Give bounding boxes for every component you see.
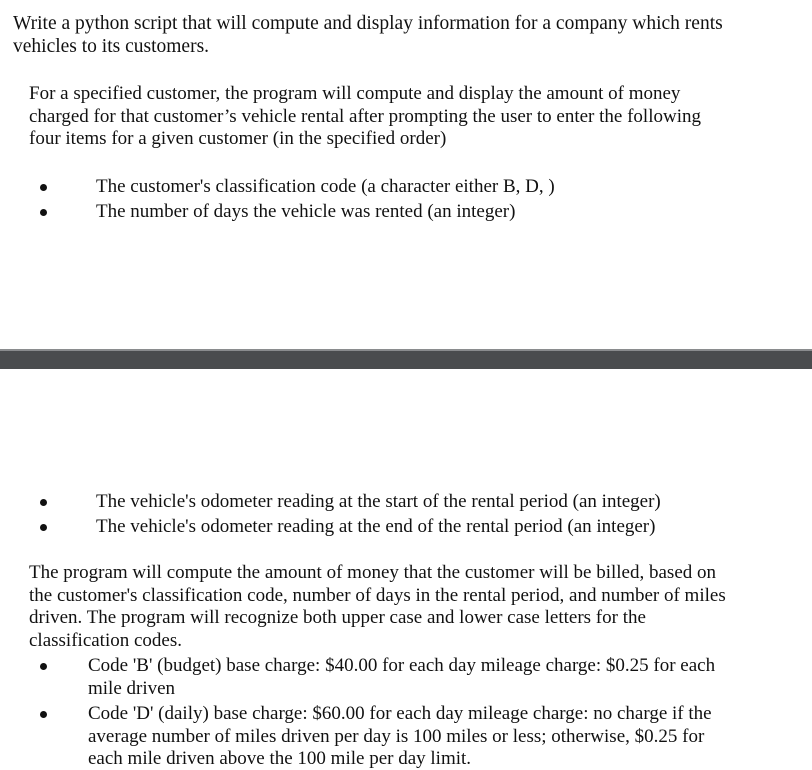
bullet-dot-icon: [40, 663, 47, 670]
intro-paragraph: [13, 12, 803, 58]
bullet-dot-icon: [40, 209, 47, 216]
bullet-dot-icon: [40, 499, 47, 506]
code-d-line-1: Code 'D' (daily) base charge: $60.00 for each day mileage charge: no charge if the: [88, 703, 712, 724]
code-d-item: [88, 703, 768, 770]
instructions-paragraph: [29, 83, 799, 151]
intro-line-2: vehicles to its customers.: [13, 36, 210, 57]
bullet-dot-icon: [40, 524, 47, 531]
code-b-line-2: mile driven: [88, 677, 176, 699]
code-b-line-1: Code 'B' (budget) base charge: $40.00 for each day mileage charge: $0.25 for each: [88, 655, 716, 676]
list-item: [0, 200, 812, 224]
billing-line-2: the customer's classification code, number of days in the rental period, and number of miles: [29, 584, 726, 606]
input-item-text: The number of days the vehicle was rented (an integer): [96, 201, 516, 222]
bullet-dot-icon: [40, 711, 47, 718]
billing-line-1: The program will compute the amount of money that the customer will be billed, based on: [29, 562, 716, 583]
list-item: [0, 175, 812, 199]
billing-line-4: classification codes.: [29, 629, 183, 651]
bullet-dot-icon: [40, 184, 47, 191]
input-item-text: The customer's classification code (a character either B, D, ): [96, 176, 555, 197]
page-break-divider: [0, 351, 812, 369]
list-item: [0, 515, 812, 539]
input-item-text: The vehicle's odometer reading at the end of the rental period (an integer): [96, 516, 656, 537]
instructions-line-3: four items for a given customer (in the specified order): [29, 128, 447, 149]
list-item: [0, 490, 812, 514]
code-d-line-3: each mile driven above the 100 mile per day limit.: [88, 748, 472, 769]
code-d-line-2: average number of miles driven per day is 100 miles or less; otherwise, $0.25 for: [88, 725, 705, 747]
code-b-item: [88, 655, 768, 700]
input-item-text: The vehicle's odometer reading at the start of the rental period (an integer): [96, 491, 661, 512]
instructions-line-1: For a specified customer, the program will compute and display the amount of money: [29, 83, 681, 104]
billing-line-3: driven. The program will recognize both upper case and lower case letters for the: [29, 607, 646, 628]
intro-line-1: Write a python script that will compute and display information for a company which rents: [13, 13, 723, 34]
instructions-line-2: charged for that customer’s vehicle rental after prompting the user to enter the following: [29, 105, 701, 127]
billing-paragraph: [29, 562, 799, 652]
